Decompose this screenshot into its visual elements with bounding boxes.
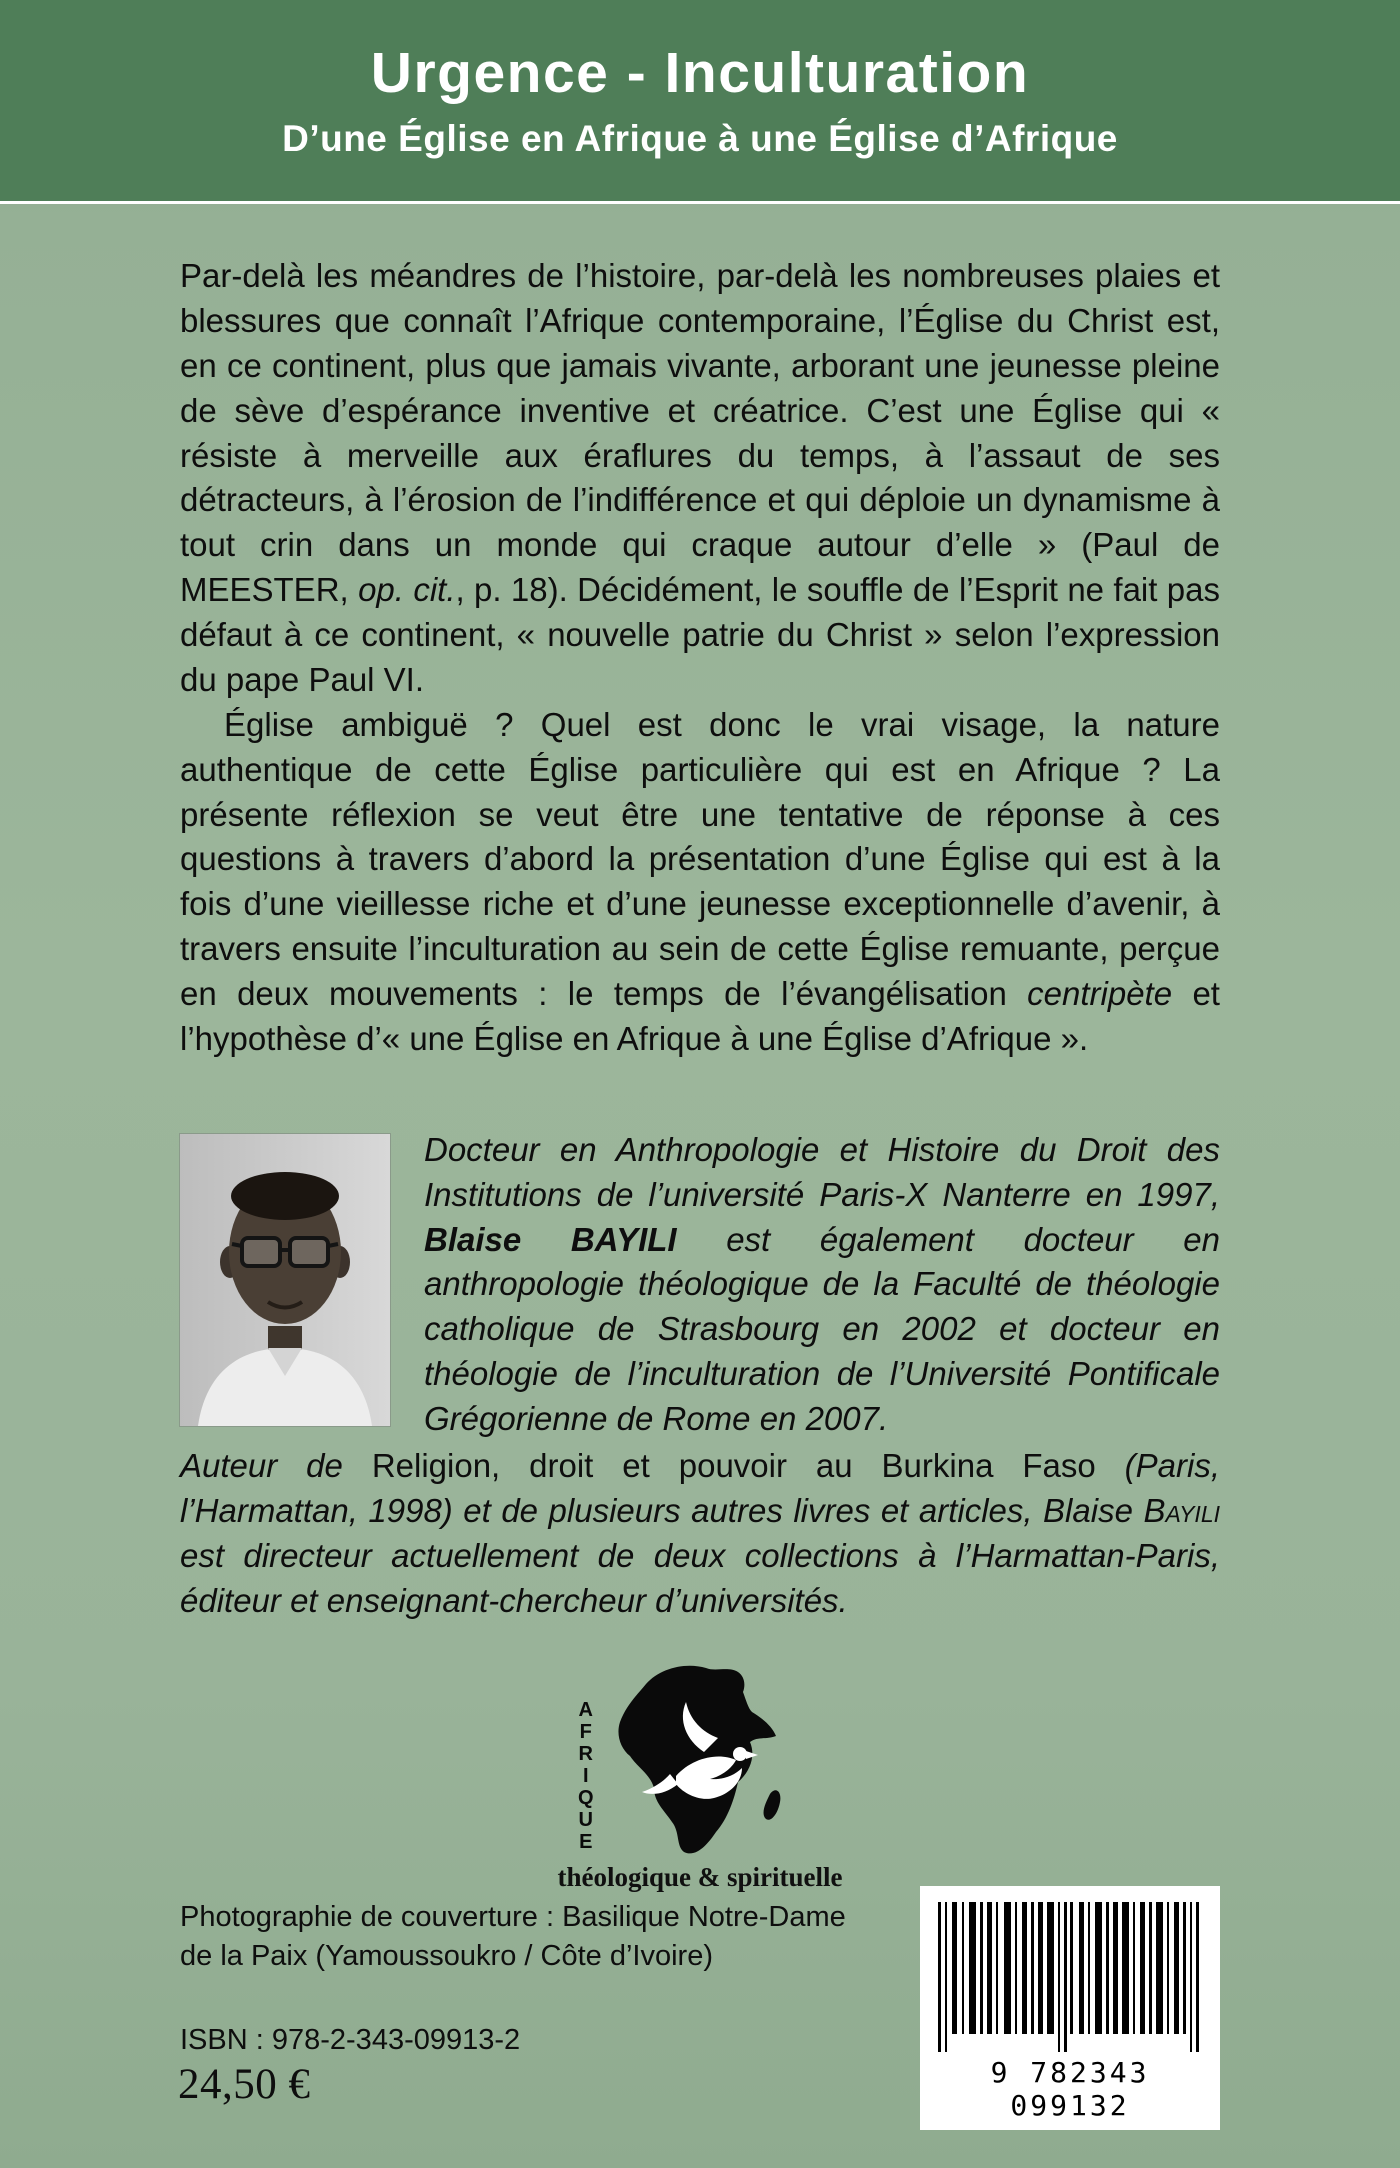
credit-line: Photographie de couverture : Basilique Notre-Dame [180, 1901, 846, 1933]
isbn: ISBN : 978-2-343-09913-2 [180, 2024, 521, 2056]
author-photo [180, 1134, 390, 1426]
bio-text: Docteur en Anthropologie et Histoire du Droit des Institutions de l’université Paris-X Nanterre en 1997, [424, 1130, 1220, 1213]
bio-text: est directeur actuellement de deux collections à l’Harmattan-Paris, éditeur et enseignant-chercheur d’universités. [180, 1536, 1220, 1619]
bio-text: (Paris, l’Harmattan, 1998) et de plusieurs autres livres et articles, Blaise [180, 1446, 1220, 1529]
logo-letter: Q [578, 1787, 594, 1809]
author-bio [180, 1128, 1220, 1624]
logo-letter: I [583, 1765, 589, 1787]
book-subtitle: D’une Église en Afrique à une Église d’Afrique [282, 117, 1118, 159]
synopsis-text: Église ambiguë ? Quel est donc le vrai visage, la nature authentique de cette Église particulière qui est en Afrique ? La présente réflexion se veut être une tentative de réponse à ces questions à travers d’abord la présentation d’une Église qui est à la fois d’une vieillesse riche et d’une jeunesse exceptionnelle d’avenir, à travers ensuite l’inculturation au sein de cette Église remuante, perçue en deux mouvements : le temps de l’évangélisation [180, 705, 1220, 1012]
author-portrait-image [180, 1134, 390, 1426]
price: 24,50 € [178, 2061, 311, 2108]
synopsis-text: , p. 18). Décidément, le souffle de l’Esprit ne fait pas défaut à ce continent, « nouvelle patrie du Christ » selon l’expression du pape Paul VI. [180, 571, 1221, 698]
africa-map-icon [618, 1666, 780, 1854]
logo-letter: F [579, 1721, 592, 1743]
synopsis-italic-citation: op. cit. [358, 571, 456, 609]
logo-letter: U [578, 1809, 593, 1831]
author-name: Blaise BAYILI [424, 1220, 677, 1258]
synopsis-paragraph-2 [180, 703, 1220, 1062]
synopsis [180, 254, 1220, 1062]
book-title-reference: Religion, droit et pouvoir au Burkina Faso [371, 1446, 1125, 1484]
africa-dove-logo-icon [600, 1660, 800, 1860]
synopsis-text: Par-delà les méandres de l’histoire, par-delà les nombreuses plaies et blessures que connaît l’Afrique contemporaine, l’Église du Christ est, en ce continent, plus que jamais vivante, arborant une jeunesse pleine de sève d’espérance inventive et créatrice. C’est une Église qui « résiste à merveille aux éraflures du temps, à l’assaut de ses détracteurs, à l’érosion de l’indifférence et qui déploie un dynamisme à tout crin dans un monde qui craque autour d’elle » (Paul de MEESTER, [180, 257, 1220, 609]
barcode [920, 1886, 1220, 2130]
title-banner [0, 0, 1400, 204]
logo-vertical-letters [578, 1700, 594, 1853]
book-title: Urgence - Inculturation [370, 41, 1030, 105]
synopsis-paragraph-1 [180, 254, 1220, 703]
bio-paragraph-2 [180, 1444, 1220, 1624]
barcode-number: 9 782343 099132 [990, 2056, 1150, 2122]
bio-text: est également docteur en anthropologie théologique de la Faculté de théologie catholique de Strasbourg en 2002 et docteur en théologie de l’inculturation de l’Université Pontificale Grégorienne de Rome en 2007. [424, 1220, 1220, 1437]
logo-letter: A [578, 1699, 593, 1721]
barcode-bars-icon [938, 1902, 1202, 2054]
synopsis-text: et l’hypothèse d’« une Église en Afrique à une Église d’Afrique ». [180, 975, 1220, 1057]
synopsis-italic-term: centripète [1027, 975, 1173, 1012]
bio-text: Auteur de [180, 1446, 372, 1484]
author-surname: Bayili [1143, 1491, 1220, 1529]
logo-caption: théologique & spirituelle [557, 1862, 843, 1892]
logo-letter: E [579, 1831, 593, 1853]
publisher-logo [550, 1660, 850, 1893]
cover-photo-credit [180, 1898, 846, 1976]
logo-letter: R [578, 1743, 593, 1765]
credit-line: de la Paix (Yamoussoukro / Côte d’Ivoire) [180, 1939, 713, 1972]
